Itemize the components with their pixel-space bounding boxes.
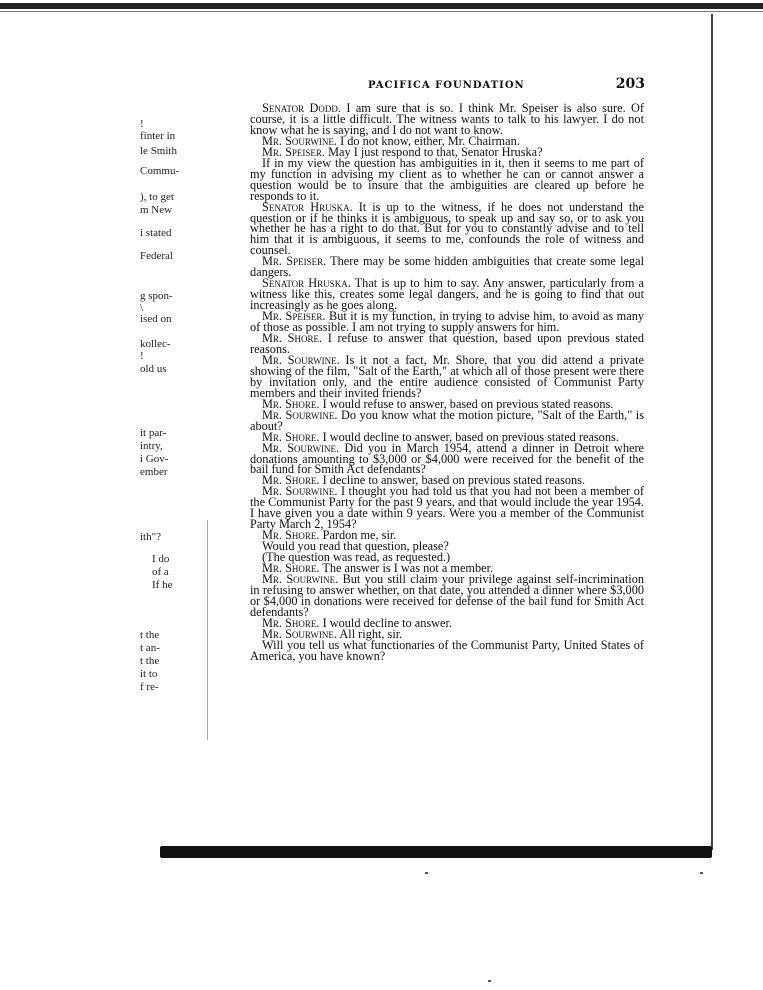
margin-fragment: I do [152,553,170,565]
speaker-name: Mr. Speiser. [262,254,327,269]
paragraph-text: But it is my function, in trying to advise him, to avoid as many of those as possible. I am not trying to supply answers for him. [250,309,644,335]
paragraph-text: I refuse to answer that question, based upon previous stated reasons. [250,331,645,356]
paragraph-text: All right, sir. [337,626,403,641]
gutter-shadow [207,520,208,740]
margin-fragment: i stated [140,227,172,239]
paragraph-text: I would decline to answer, based on previous stated reasons. [319,429,619,444]
speaker-name: Mr. Shore. [262,528,320,543]
margin-fragment: t the [140,629,160,641]
margin-fragment: it par- [140,427,167,439]
speaker-name: Mr. Sourwine. [262,352,340,367]
transcript-paragraph [250,407,644,433]
speaker-name: Senator Hruska. [262,199,353,214]
speaker-name: Mr. Shore. [262,473,320,488]
paragraph-text: May I just respond to that, Senator Hruska? [325,144,543,159]
paragraph-text: (The question was read, as requested.) [262,550,451,565]
paragraph-text: That is up to him to say. Any answer, particularly from a witness like this, creates some legal dangers, and he is going to find that out increasingly as he goes along. [250,276,644,313]
margin-fragment: ith"? [140,531,161,543]
page-header [250,78,645,96]
paragraph-text: I decline to answer, based on previous stated reasons. [319,473,586,488]
paragraph-text: If in my view the question has ambiguities in it, then it seems to me part of my function in advising my client as to whether he can or cannot answer a question would be to insure that the ambiguities are cleared up before he responds to it. [250,155,644,203]
margin-fragment: t the [140,655,160,667]
speaker-name: Mr. Sourwine. [262,484,338,499]
paragraph-text: I am sure that is so. I think Mr. Speiser is also sure. Of course, it is a little difficult. The witness wants to talk to his lawyer. I do not know what he is saying, and I do not want to know. [250,101,644,137]
page-number: 203 [615,76,645,92]
margin-fragment: old us [140,363,167,375]
margin-fragment: g spon- [140,290,173,302]
page-body [250,103,644,662]
speaker-name: Mr. Sourwine. [262,571,339,586]
paragraph-text: Would you read that question, please? [262,539,449,554]
speaker-name: Mr. Shore. [262,429,320,444]
margin-fragment: finter in [140,130,176,142]
paragraph-text: But you still claim your privilege against self-incrimination in refusing to answer whether, on that date, you attended a dinner where $3,000 or $4,000 in donations were received for defense of the bail fund for Smith Act defendants? [250,571,644,619]
paragraph-text: There may be some hidden ambiguities that create some legal dangers. [250,254,644,280]
running-title: PACIFICA FOUNDATION [368,80,525,91]
transcript-paragraph [250,256,644,278]
transcript-paragraph [250,333,644,355]
margin-fragment: ! [140,350,144,362]
speaker-name: Mr. Sourwine. [262,133,337,148]
margin-fragment: le Smith [140,145,177,157]
transcript-paragraph [250,103,644,136]
paragraph-text: I do not know, either, Mr. Chairman. [337,133,520,148]
scan-speck [700,872,703,874]
margin-fragment: i Gov- [140,453,169,465]
margin-fragment: Federal [140,250,173,262]
speaker-name: Mr. Speiser. [262,309,326,324]
margin-fragment: ember [140,466,168,478]
page-right-edge [711,14,713,850]
speaker-name: Mr. Shore. [262,331,323,346]
paragraph-text: The answer is I was not a member. [319,561,494,576]
paragraph-text: I would decline to answer. [319,615,452,630]
margin-fragment: ised on [140,313,172,325]
transcript-paragraph [250,352,644,400]
margin-fragment: kollec- [140,338,171,350]
paragraph-text: I thought you had told us that you had not been a member of the Communist Party for the past 9 years, and that would include the year 1954. I have given you a date within 9 years. Were you a member of the Communist Party March 2, 1954? [250,484,645,532]
margin-fragment: it to [140,668,158,680]
paragraph-text: I would refuse to answer, based on previous stated reasons. [319,396,614,411]
margin-fragment: of a [152,566,169,578]
margin-fragment: intry, [140,440,163,452]
speaker-name: Senator Hruska. [262,276,351,291]
scan-top-rule [0,11,763,12]
speaker-name: Mr. Sourwine. [262,407,338,422]
scan-speck [488,980,491,982]
speaker-name: Mr. Shore. [262,561,320,576]
transcript-paragraph [250,199,644,258]
speaker-name: Senator Dodd. [262,101,341,115]
speaker-name: Mr. Speiser. [262,144,326,159]
scan-top-edge [0,3,763,9]
speaker-name: Mr. Shore. [262,396,320,411]
margin-fragment: ), to get [140,191,174,203]
transcript-paragraph [250,311,644,333]
transcript-paragraph [250,637,644,663]
scan-bottom-edge [160,846,712,858]
speaker-name: Mr. Sourwine. [262,626,337,641]
transcript-paragraph [250,440,645,477]
transcript-paragraph [250,155,644,203]
margin-fragment: m New [140,204,173,216]
margin-fragment: f re- [140,681,159,693]
transcript-paragraph [250,278,644,311]
transcript-paragraph [250,486,644,530]
paragraph-text: Do you know what the motion picture, "Salt of the Earth," is about? [250,407,644,433]
margin-fragment: t an- [140,642,160,654]
margin-fragment: If he [152,579,173,591]
scan-speck [425,872,428,874]
paragraph-text: It is up to the witness, if he does not understand the question or if he thinks it is ambiguous, to speak up and say so, or to ask you whether he has a right to do that. But for you to constantly advise and to tell him that it is ambiguous, it seems to me, confounds the role of witness and counsel. [250,199,644,258]
paragraph-text: Is it not a fact, Mr. Shore, that you did attend a private showing of the film, "Salt of the Earth," at which all of those present were there by invitation only, and the entire audience consisted of Communist Party members and their invited friends? [250,352,644,400]
speaker-name: Mr. Sourwine. [262,440,340,455]
transcript-paragraph [250,571,644,619]
speaker-name: Mr. Shore. [262,615,320,630]
paragraph-text: Did you in March 1954, attend a dinner in Detroit where donations amounting to $3,000 or $4,000 were received for the benefit of the bail fund for Smith Act defendants? [250,440,645,477]
margin-fragment: ! [140,118,144,130]
margin-fragment: \ [140,302,144,314]
paragraph-text: Pardon me, sir. [319,528,397,543]
margin-fragment: Commu- [140,165,180,177]
paragraph-text: Will you tell us what functionaries of the Communist Party, United States of America, you have known? [250,637,644,663]
